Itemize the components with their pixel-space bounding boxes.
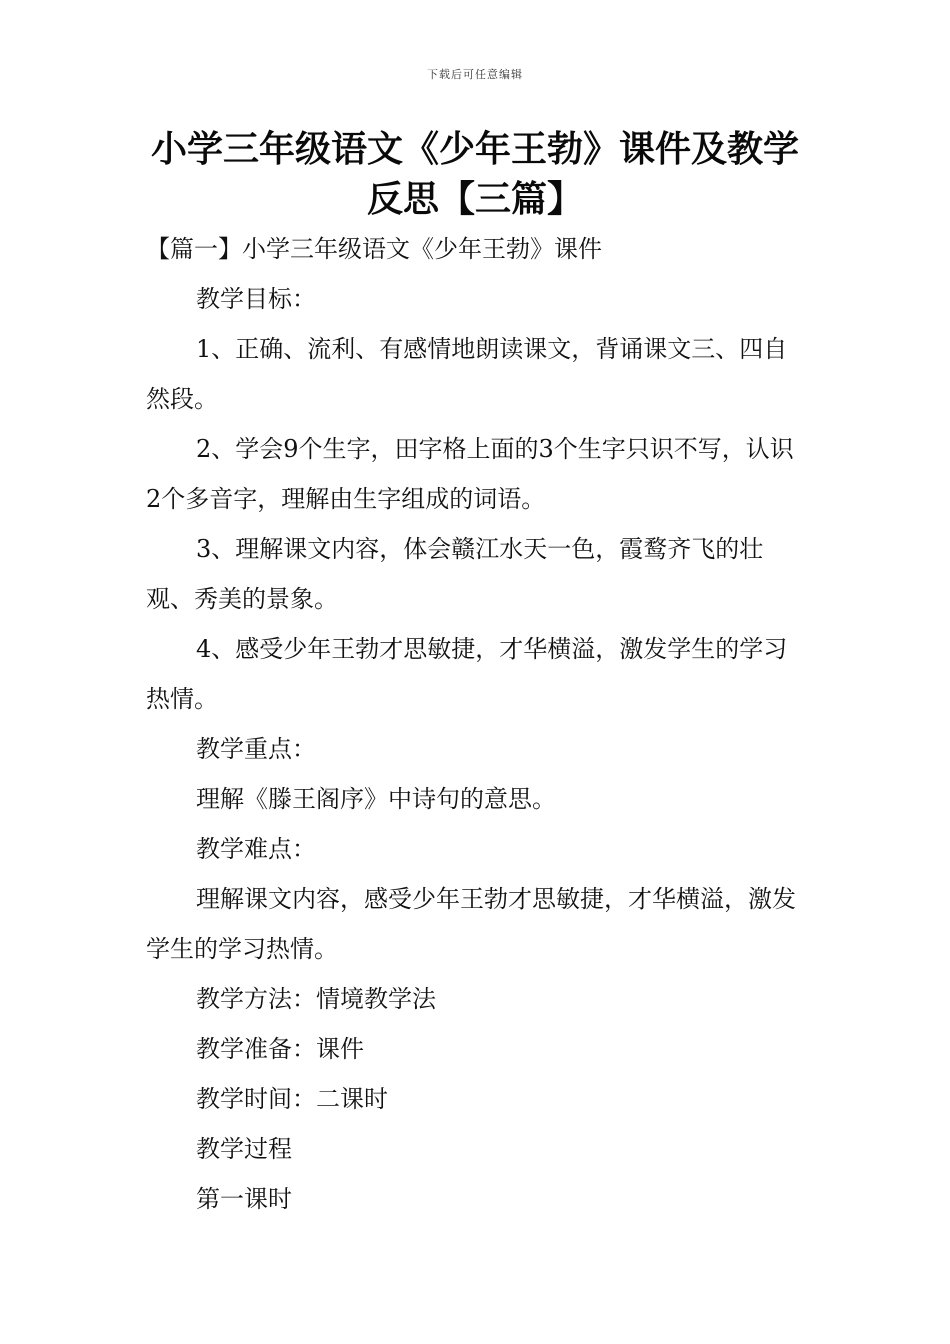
paragraph: 4、感受少年王勃才思敏捷，才华横溢，激发学生的学习热情。 xyxy=(146,635,788,713)
paragraph: 理解课文内容，感受少年王勃才思敏捷，才华横溢，激发学生的学习热情。 xyxy=(146,885,796,963)
document-title-line-1: 小学三年级语文《少年王勃》课件及教学 xyxy=(150,129,799,170)
header-note: 下载后可任意编辑 xyxy=(427,68,523,81)
paragraph: 2、学会9个生字，田字格上面的3个生字只识不写，认识2个多音字，理解由生字组成的词语。 xyxy=(146,435,794,513)
paragraph: 教学时间：二课时 xyxy=(196,1085,388,1113)
paragraph: 教学难点： xyxy=(196,835,316,863)
paragraph: 3、理解课文内容，体会赣江水天一色，霞鹜齐飞的壮观、秀美的景象。 xyxy=(146,535,764,613)
paragraph: 教学过程 xyxy=(196,1135,292,1163)
paragraph: 1、正确、流利、有感情地朗读课文，背诵课文三、四自然段。 xyxy=(146,335,788,413)
paragraph: 教学方法：情境教学法 xyxy=(196,985,436,1013)
paragraph: 教学重点： xyxy=(196,735,316,763)
paragraph: 第一课时 xyxy=(196,1185,292,1213)
document-title-line-2: 反思【三篇】 xyxy=(366,179,583,220)
paragraph: 教学准备：课件 xyxy=(196,1035,364,1063)
paragraph: 理解《滕王阁序》中诗句的意思。 xyxy=(196,785,556,813)
section-heading: 【篇一】小学三年级语文《少年王勃》课件 xyxy=(146,235,602,263)
document-body xyxy=(146,224,808,1224)
paragraph: 教学目标： xyxy=(196,285,316,313)
